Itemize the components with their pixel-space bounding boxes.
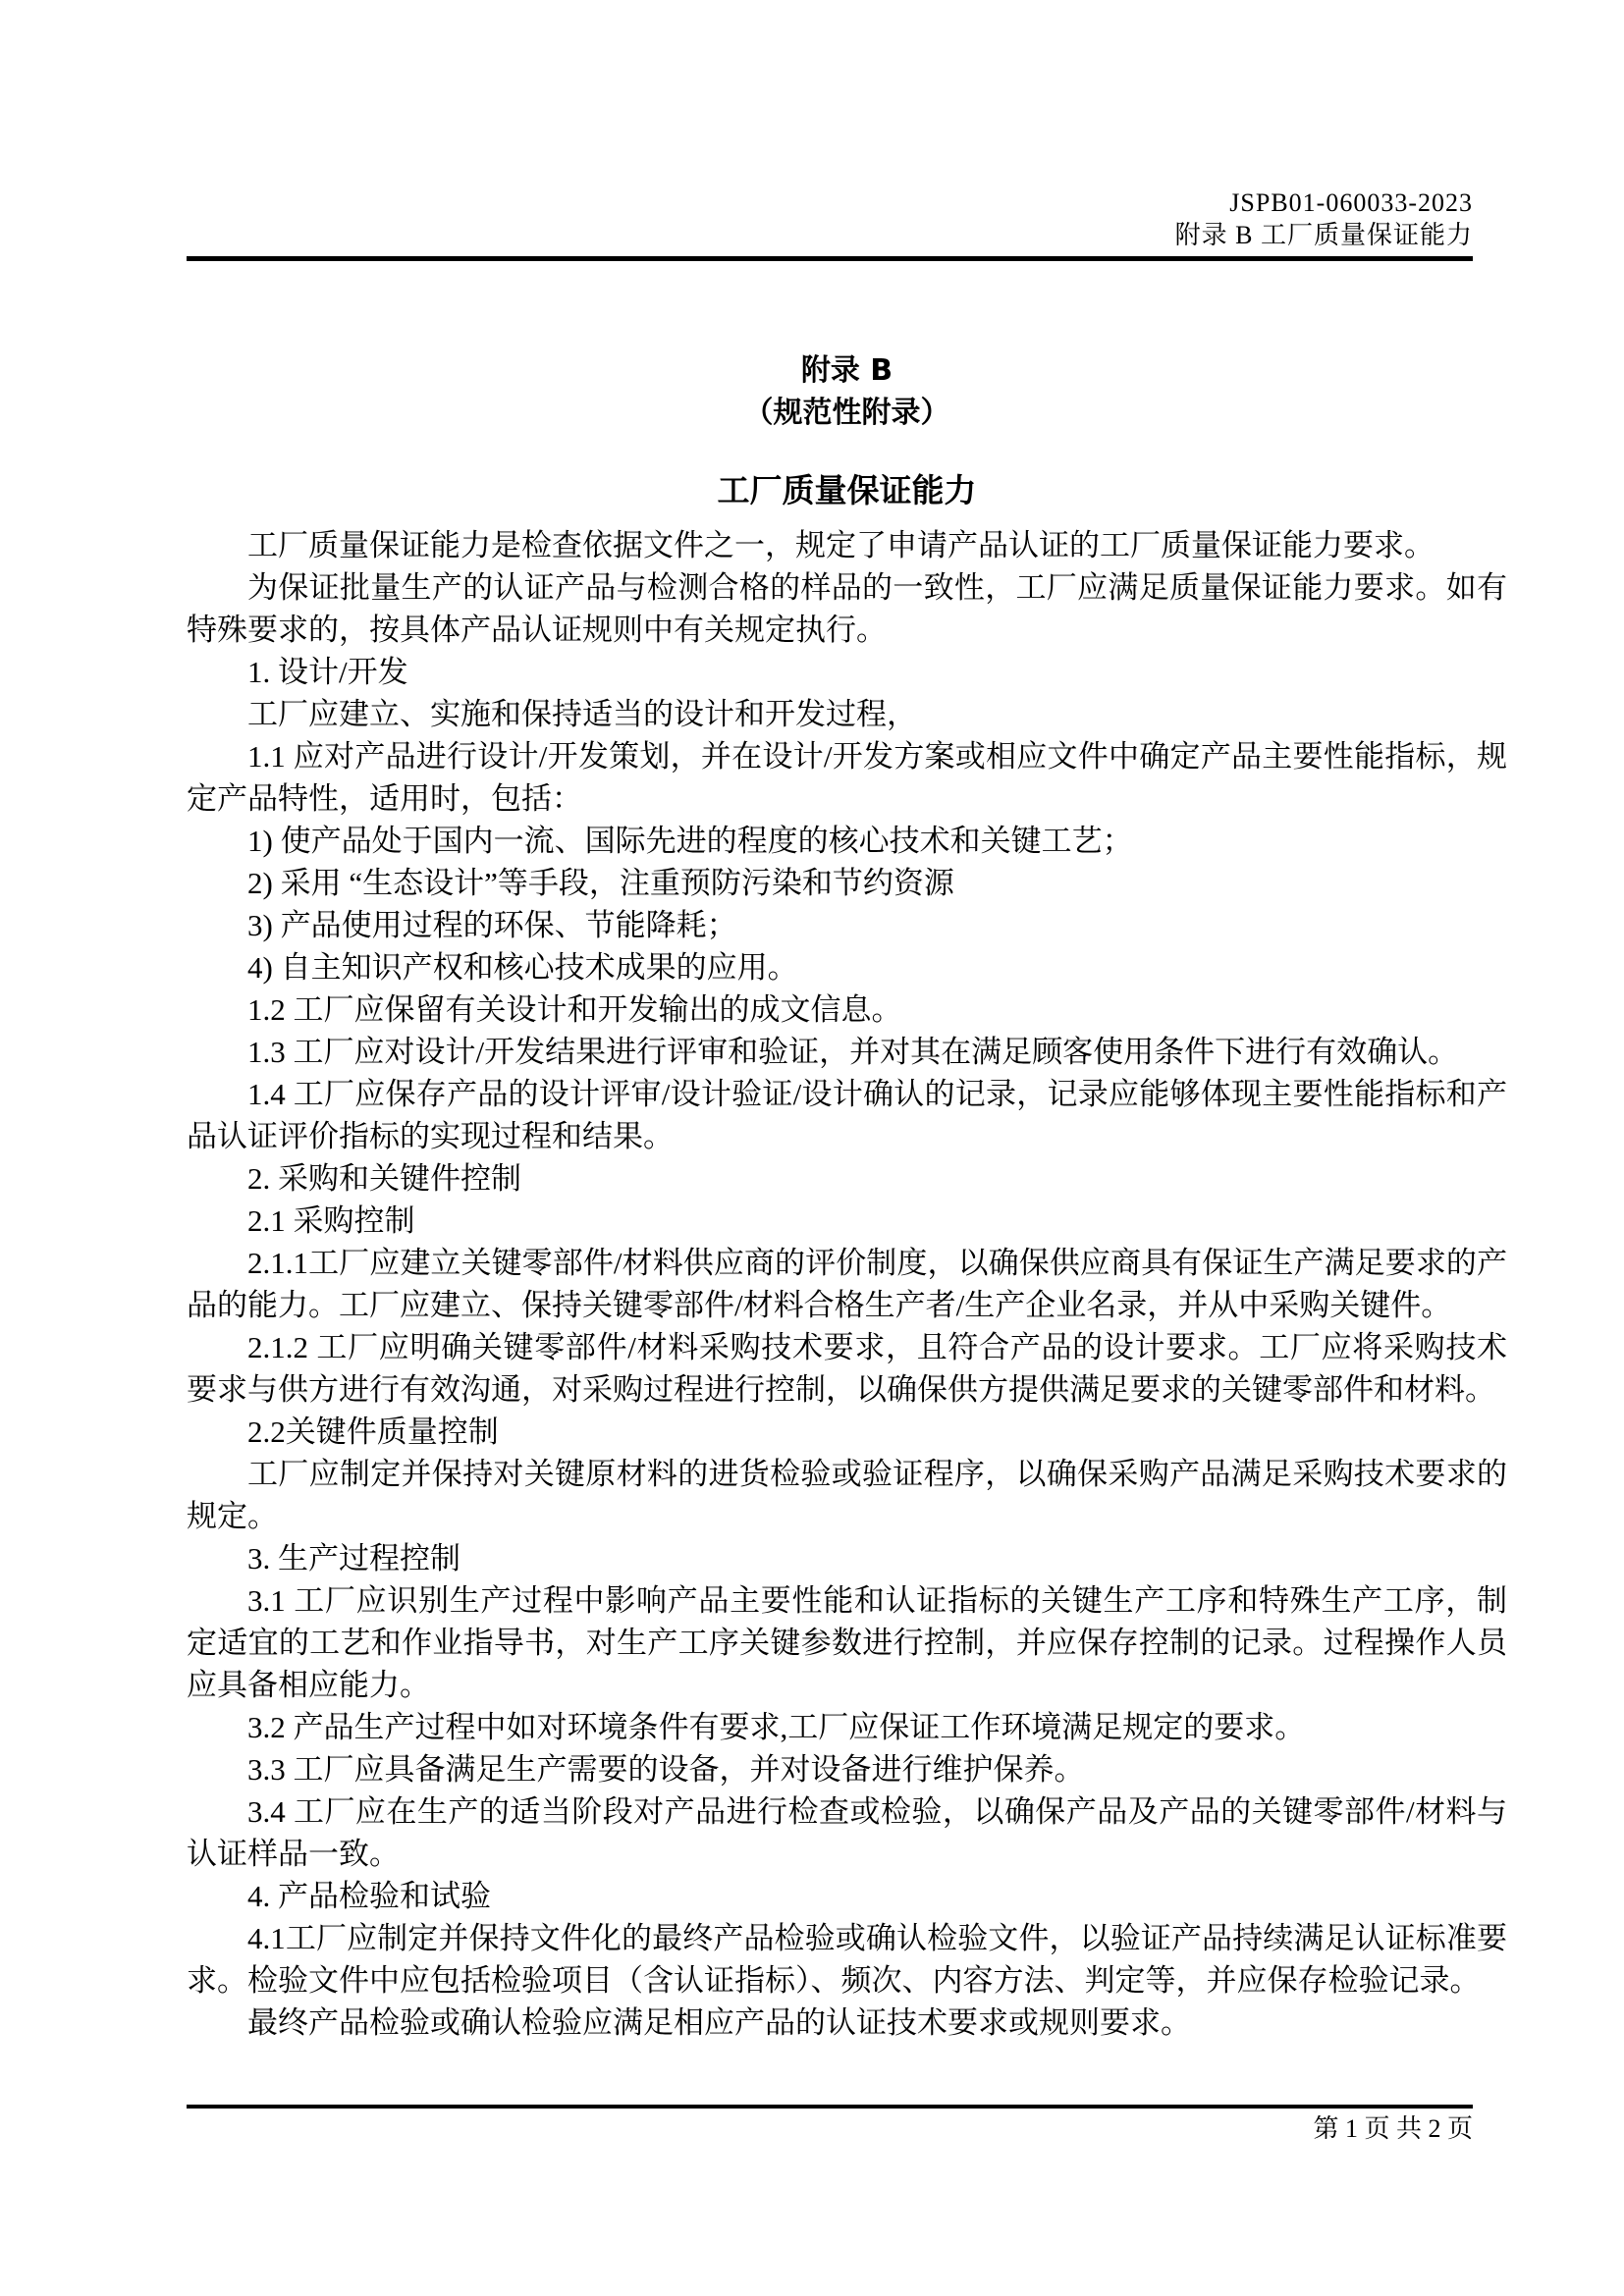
paragraph: 1. 设计/开发 (247, 655, 408, 689)
paragraph: 4) 自主知识产权和核心技术成果的应用。 (247, 950, 798, 985)
appendix-heading: 附录 B (800, 353, 893, 388)
footer-rule (187, 2105, 1473, 2109)
paragraph: 2.2关键件质量控制 (247, 1415, 499, 1449)
paragraph: 4.1工厂应制定并保持文件化的最终产品检验或确认检验文件，以验证产品持续满足认证标准要求。检验文件中应包括检验项目（含认证指标）、频次、内容方法、判定等，并应保存检验记录。 (187, 1921, 1507, 1998)
paragraph: 1.3 工厂应对设计/开发结果进行评审和验证，并对其在满足顾客使用条件下进行有效确认。 (247, 1035, 1459, 1069)
paragraph: 2.1 采购控制 (247, 1203, 415, 1238)
paragraph: 工厂质量保证能力是检查依据文件之一，规定了申请产品认证的工厂质量保证能力要求。 (247, 528, 1435, 562)
normative-annex-note: （规范性附录） (743, 396, 950, 430)
page-header (187, 187, 1473, 251)
header-appendix-label: 附录 B 工厂质量保证能力 (1174, 221, 1473, 249)
paragraph: 2.1.1工厂应建立关键零部件/材料供应商的评价制度，以确保供应商具有保证生产满足要求的产品的能力。工厂应建立、保持关键零部件/材料合格生产者/生产企业名录，并从中采购关键件。 (187, 1246, 1507, 1322)
paragraph: 工厂应制定并保持对关键原材料的进货检验或验证程序，以确保采购产品满足采购技术要求的规定。 (187, 1457, 1507, 1533)
page-number: 第 1 页 共 2 页 (1313, 2114, 1473, 2143)
paragraph: 3) 产品使用过程的环保、节能降耗； (247, 908, 737, 942)
paragraph: 为保证批量生产的认证产品与检测合格的样品的一致性，工厂应满足质量保证能力要求。如有特殊要求的，按具体产品认证规则中有关规定执行。 (187, 570, 1507, 647)
paragraph: 最终产品检验或确认检验应满足相应产品的认证技术要求或规则要求。 (247, 2005, 1191, 2040)
paragraph: 3.2 产品生产过程中如对环境条件有要求,工厂应保证工作环境满足规定的要求。 (247, 1710, 1306, 1744)
paragraph: 3.4 工厂应在生产的适当阶段对产品进行检查或检验，以确保产品及产品的关键零部件/材料与认证样品一致。 (187, 1794, 1507, 1871)
doc-number: JSPB01-060033-2023 (1229, 188, 1473, 217)
page-title: 工厂质量保证能力 (717, 471, 977, 509)
paragraph: 1.4 工厂应保存产品的设计评审/设计验证/设计确认的记录，记录应能够体现主要性能指标和产品认证评价指标的实现过程和结果。 (187, 1077, 1507, 1153)
body-text (187, 524, 1507, 2044)
title-block (187, 349, 1507, 511)
paragraph: 3.3 工厂应具备满足生产需要的设备，并对设备进行维护保养。 (247, 1752, 1085, 1787)
paragraph: 3.1 工厂应识别生产过程中影响产品主要性能和认证指标的关键生产工序和特殊生产工序，制定适宜的工艺和作业指导书，对生产工序关键参数进行控制，并应保存控制的记录。过程操作人员应具备相应能力。 (187, 1583, 1507, 1702)
paragraph: 3. 生产过程控制 (247, 1541, 460, 1575)
paragraph: 工厂应建立、实施和保持适当的设计和开发过程， (247, 697, 917, 731)
paragraph: 2) 采用 “生态设计”等手段，注重预防污染和节约资源 (247, 866, 954, 900)
header-rule (187, 256, 1473, 261)
paragraph: 1) 使产品处于国内一流、国际先进的程度的核心技术和关键工艺； (247, 824, 1133, 858)
paragraph: 4. 产品检验和试验 (247, 1879, 491, 1913)
paragraph: 2. 采购和关键件控制 (247, 1161, 521, 1196)
paragraph: 1.1 应对产品进行设计/开发策划，并在设计/开发方案或相应文件中确定产品主要性能指标，规定产品特性，适用时，包括： (187, 739, 1507, 816)
paragraph: 1.2 工厂应保留有关设计和开发输出的成文信息。 (247, 992, 902, 1027)
paragraph: 2.1.2 工厂应明确关键零部件/材料采购技术要求，且符合产品的设计要求。工厂应将采购技术要求与供方进行有效沟通，对采购过程进行控制，以确保供方提供满足要求的关键零部件和材料。 (187, 1330, 1507, 1407)
